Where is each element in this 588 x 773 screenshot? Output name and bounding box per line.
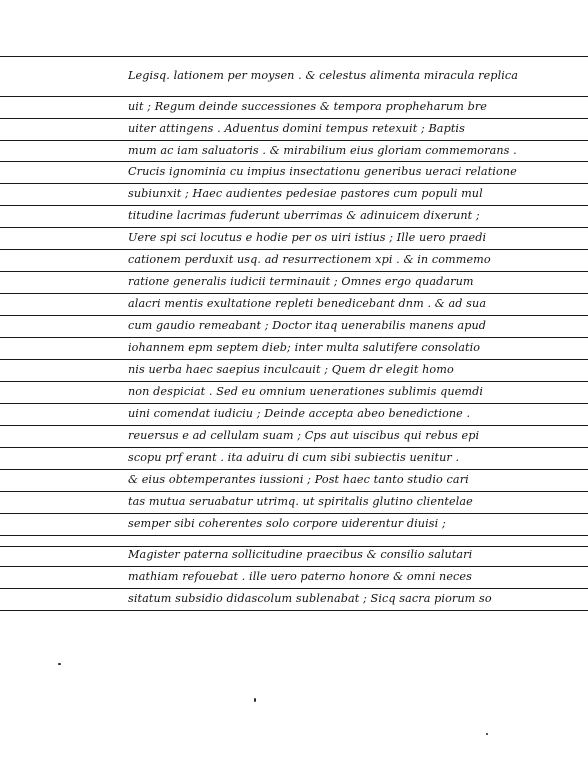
text-line: Magister paterna sollicitudine praecibus & consilio salutari <box>128 548 473 561</box>
ink-speck <box>254 698 256 702</box>
text-line: uini comendat iudiciu ; Deinde accepta abeo benedictione . <box>128 407 471 420</box>
text-line: mum ac iam saluatoris . & mirabilium eius gloriam commemorans . <box>128 144 517 157</box>
text-line: tas mutua seruabatur utrimq. ut spiritalis glutino clientelae <box>128 495 473 508</box>
text-line: Legisq. lationem per moysen . & celestus alimenta miracula replica <box>128 69 519 82</box>
text-line: semper sibi coherentes solo corpore uiderentur diuisi ; <box>128 517 446 530</box>
text-line: iohannem epm septem dieb; inter multa salutifere consolatio <box>128 341 481 354</box>
ruling-line <box>0 535 588 536</box>
text-line: uit ; Regum deinde successiones & tempora propheharum bre <box>128 100 488 113</box>
text-line: Crucis ignominia cu impius insectationu generibus ueraci relatione <box>128 165 517 178</box>
text-line: cationem perduxit usq. ad resurrectionem xpi . & in commemo <box>128 253 491 266</box>
ruling-line <box>0 56 588 57</box>
text-line: alacri mentis exultatione repleti benedicebant dnm . & ad sua <box>128 297 487 310</box>
ink-speck <box>58 663 61 665</box>
text-line: scopu prf erant . ita aduiru di cum sibi subiectis uenitur . <box>128 451 460 464</box>
text-line: nis uerba haec saepius inculcauit ; Quem dr elegit homo <box>128 363 454 376</box>
text-line: reuersus e ad cellulam suam ; Cps aut uiscibus qui rebus epi <box>128 429 480 442</box>
text-line: ratione generalis iudicii terminauit ; Omnes ergo quadarum <box>128 275 474 288</box>
text-line: subiunxit ; Haec audientes pedesiae pastores cum populi mul <box>128 187 483 200</box>
ink-speck <box>486 733 488 735</box>
text-line: & eius obtemperantes iussioni ; Post haec tanto studio cari <box>128 473 469 486</box>
text-line: cum gaudio remeabant ; Doctor itaq uenerabilis manens apud <box>128 319 487 332</box>
text-line: sitatum subsidio didascolum sublenabat ; Sicq sacra piorum so <box>128 592 492 605</box>
text-line: mathiam refouebat . ille uero paterno honore & omni neces <box>128 570 472 583</box>
text-line: Uere spi sci locutus e hodie per os uiri istius ; Ille uero praedi <box>128 231 487 244</box>
ruling-line <box>0 610 588 611</box>
text-line: non despiciat . Sed eu omnium uenerationes sublimis quemdi <box>128 385 484 398</box>
text-line: titudine lacrimas fuderunt uberrimas & adinuicem dixerunt ; <box>128 209 480 222</box>
text-line: uiter attingens . Aduentus domini tempus retexuit ; Baptis <box>128 122 465 135</box>
